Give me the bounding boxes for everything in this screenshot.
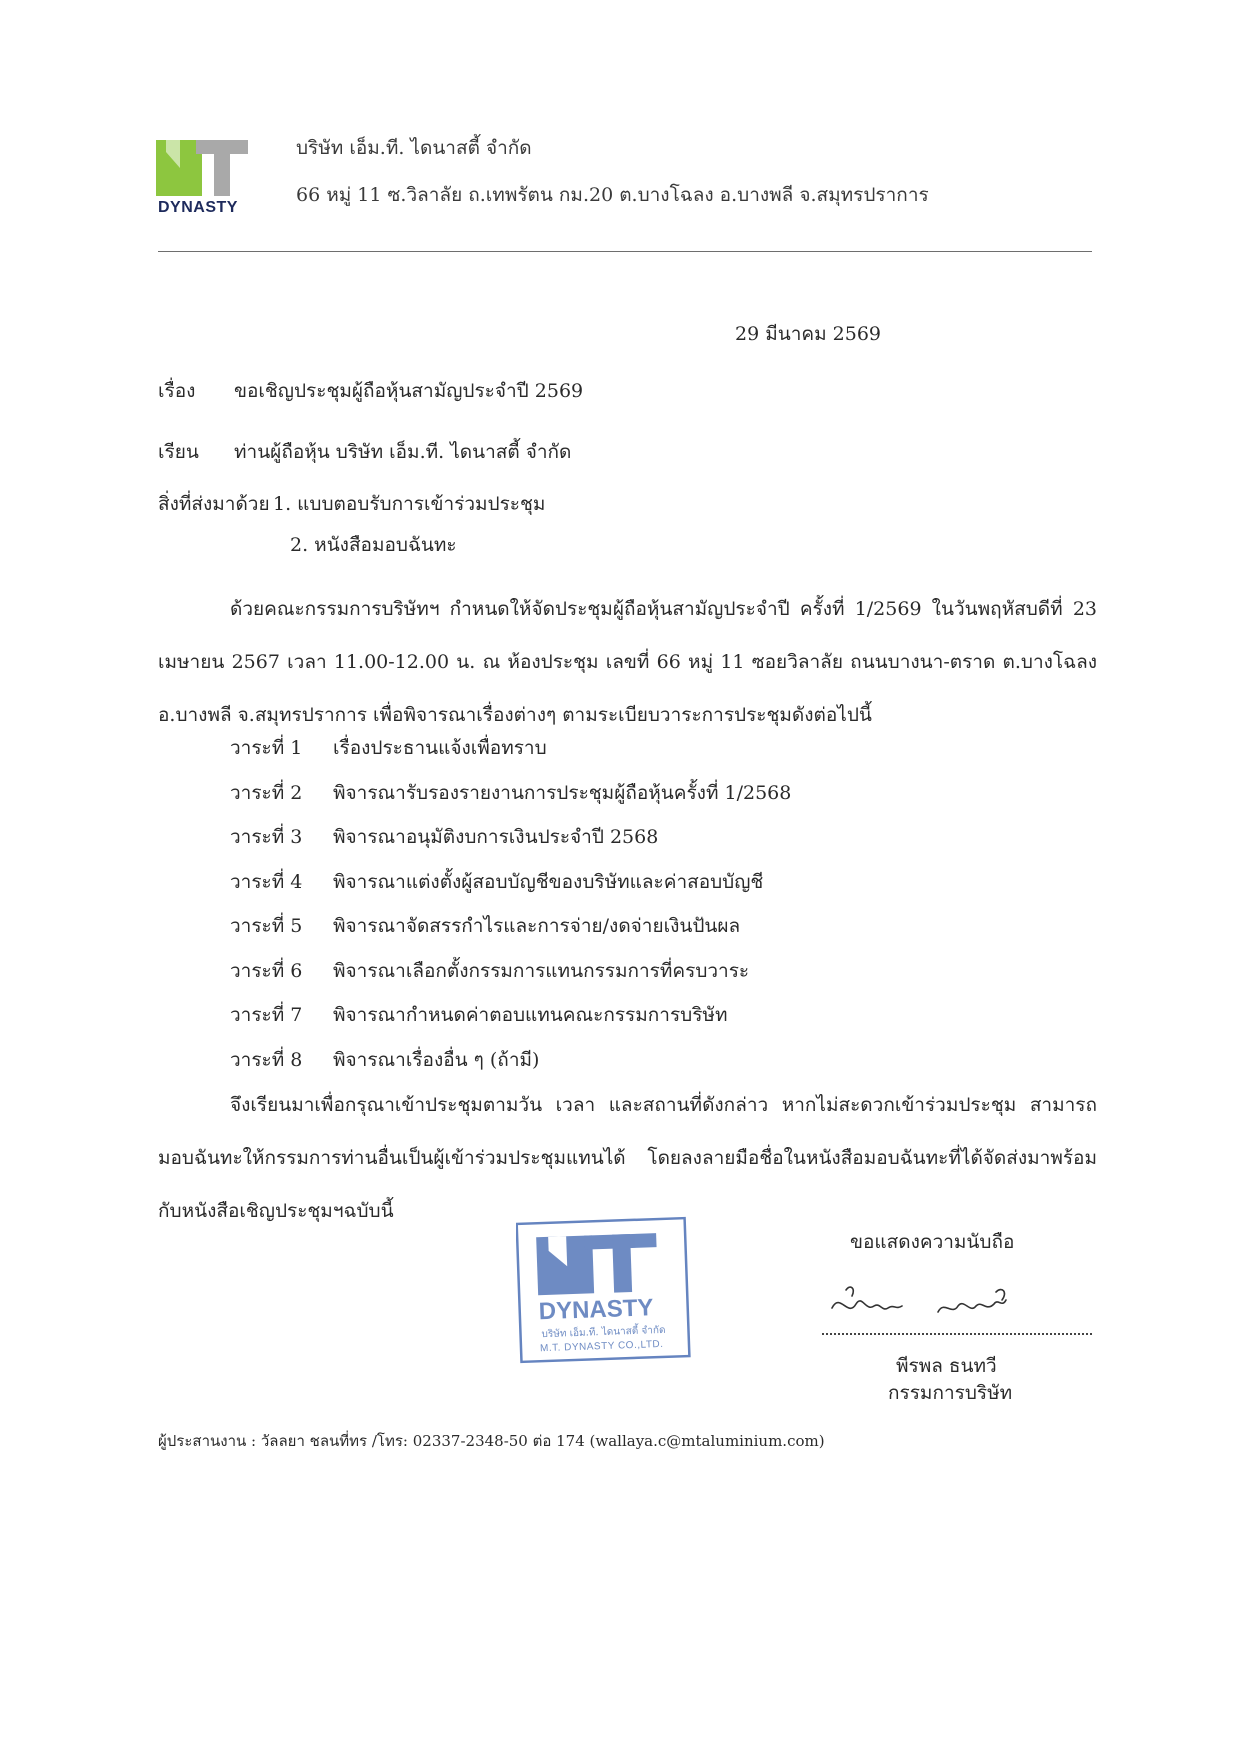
signature-line xyxy=(822,1333,1092,1335)
agenda-item xyxy=(230,961,791,1006)
subject-label: เรื่อง xyxy=(158,380,196,402)
letter-date: 29 มีนาคม 2569 xyxy=(735,323,882,345)
stamp-english-name: M.T. DYNASTY CO.,LTD. xyxy=(539,1338,664,1355)
recipient-label: เรียน xyxy=(158,441,199,463)
agenda-number: วาระที่ 6 xyxy=(230,959,303,982)
agenda-text: พิจารณารับรองรายงานการประชุมผู้ถือหุ้นครั้งที่ 1/2568 xyxy=(333,781,792,804)
signer-title: กรรมการบริษัท xyxy=(888,1382,1013,1404)
mt-dynasty-logo xyxy=(156,140,248,214)
agenda-number: วาระที่ 1 xyxy=(230,737,303,759)
agenda-item xyxy=(230,783,791,828)
signer-name: พีรพล ธนทวี xyxy=(896,1355,997,1377)
company-stamp xyxy=(516,1213,691,1365)
svg-text:DYNASTY: DYNASTY xyxy=(158,199,238,214)
company-name: บริษัท เอ็ม.ที. ไดนาสตี้ จำกัด xyxy=(296,137,532,159)
enclosures-label: สิ่งที่ส่งมาด้วย xyxy=(158,493,270,515)
agenda-text: เรื่องประธานแจ้งเพื่อทราบ xyxy=(333,737,547,759)
enclosure-item: 1. แบบตอบรับการเข้าร่วมประชุม xyxy=(273,493,546,515)
agenda-text: พิจารณากำหนดค่าตอบแทนคณะกรรมการบริษัท xyxy=(333,1004,728,1026)
agenda-number: วาระที่ 5 xyxy=(230,915,303,937)
regards-text: ขอแสดงความนับถือ xyxy=(850,1231,1015,1253)
agenda-text: พิจารณาเรื่องอื่น ๆ (ถ้ามี) xyxy=(333,1048,540,1071)
agenda-text: พิจารณาจัดสรรกำไรและการจ่าย/งดจ่ายเงินปันผล xyxy=(333,915,741,937)
coordinator-contact: ผู้ประสานงาน : วัลลยา ชลนที่ทร /โทร: 02337-2348-50 ต่อ 174 (wallaya.c@mtaluminium.com) xyxy=(158,1432,825,1450)
invitation-paragraph: ด้วยคณะกรรมการบริษัทฯ กำหนดให้จัดประชุมผู้ถือหุ้นสามัญประจำปี ครั้งที่ 1/2569 ในวันพฤหัสบดีที่ 23 เมษายน 2567 เวลา 11.00-12.00 น. ณ ห้องประชุม เลขที่ 66 หมู่ 11 ซอยวิลาลัย ถนนบางนา-ตราด ต.บางโฉลง อ.บางพลี จ.สมุทรปราการ เพื่อพิจารณาเรื่องต่างๆ ตามระเบียบวาระการประชุมดังต่อไปนี้ xyxy=(158,598,1097,726)
stamp-brand: DYNASTY xyxy=(538,1294,654,1326)
agenda-list xyxy=(230,738,791,1094)
agenda-item xyxy=(230,827,791,872)
agenda-item xyxy=(230,872,791,917)
recipient-text: ท่านผู้ถือหุ้น บริษัท เอ็ม.ที. ไดนาสตี้ จำกัด xyxy=(234,441,572,463)
enclosure-item: 2. หนังสือมอบฉันทะ xyxy=(290,534,457,556)
agenda-item xyxy=(230,916,791,961)
handwritten-signature xyxy=(826,1278,1036,1330)
agenda-number: วาระที่ 2 xyxy=(230,781,303,804)
agenda-text: พิจารณาเลือกตั้งกรรมการแทนกรรมการที่ครบวาระ xyxy=(333,959,750,982)
agenda-item xyxy=(230,1005,791,1050)
agenda-number: วาระที่ 3 xyxy=(230,826,303,848)
agenda-number: วาระที่ 8 xyxy=(230,1048,303,1071)
header-divider xyxy=(158,251,1092,252)
closing-paragraph: จึงเรียนมาเพื่อกรุณาเข้าประชุมตามวัน เวลา และสถานที่ดังกล่าว หากไม่สะดวกเข้าร่วมประชุม สามารถมอบฉันทะให้กรรมการท่านอื่นเป็นผู้เข้าร่วมประชุมแทนได้ โดยลงลายมือชื่อในหนังสือมอบฉันทะที่ได้จัดส่งมาพร้อมกับหนังสือเชิญประชุมฯฉบับนี้ xyxy=(158,1094,1097,1222)
agenda-item xyxy=(230,738,791,783)
agenda-number: วาระที่ 4 xyxy=(230,870,303,893)
company-address: 66 หมู่ 11 ซ.วิลาลัย ถ.เทพรัตน กม.20 ต.บางโฉลง อ.บางพลี จ.สมุทรปราการ xyxy=(296,184,929,206)
stamp-thai-name: บริษัท เอ็ม.ที. ไดนาสตี้ จำกัด xyxy=(541,1324,666,1341)
agenda-number: วาระที่ 7 xyxy=(230,1004,303,1026)
subject-text: ขอเชิญประชุมผู้ถือหุ้นสามัญประจำปี 2569 xyxy=(234,380,584,402)
agenda-text: พิจารณาอนุมัติงบการเงินประจำปี 2568 xyxy=(333,826,659,848)
agenda-text: พิจารณาแต่งตั้งผู้สอบบัญชีของบริษัทและค่าสอบบัญชี xyxy=(333,870,764,893)
